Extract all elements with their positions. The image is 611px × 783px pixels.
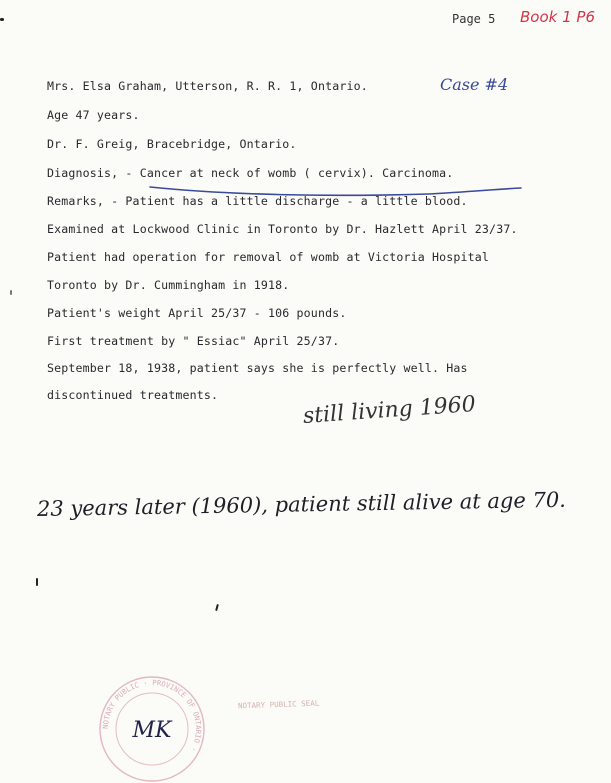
scan-speck [36, 578, 38, 586]
examination-line: Examined at Lockwood Clinic in Toronto by Dr. Hazlett April 23/37. [47, 222, 518, 236]
handwritten-still-living-note: still living 1960 [302, 391, 477, 429]
book-reference-note: Book 1 P6 [520, 8, 595, 26]
faint-seal-text: NOTARY PUBLIC SEAL [237, 698, 320, 711]
remarks-line: Remarks, - Patient has a little discharge - a little blood. [47, 194, 468, 208]
doctor-line: Dr. F. Greig, Bracebridge, Ontario. [47, 137, 297, 151]
scan-speck [10, 290, 12, 295]
operation-line: Patient had operation for removal of womb at Victoria Hospital [47, 250, 490, 264]
first-treatment-line: First treatment by " Essiac" April 25/37. [47, 334, 340, 348]
weight-line: Patient's weight April 25/37 - 106 pounds. [47, 306, 347, 320]
scan-speck [215, 604, 219, 611]
diagnosis-line: Diagnosis, - Cancer at neck of womb ( cervix). Carcinoma. [47, 166, 454, 180]
svg-text:NOTARY PUBLIC · PROVINCE OF ON: NOTARY PUBLIC · PROVINCE OF ONTARIO · [100, 677, 204, 754]
patient-name-line: Mrs. Elsa Graham, Utterson, R. R. 1, Ontario. [47, 79, 368, 93]
page-number: Page 5 [452, 12, 496, 26]
svg-text:MK: MK [132, 718, 172, 743]
age-line: Age 47 years. [47, 108, 140, 122]
diagnosis-underline [148, 183, 523, 203]
handwritten-later-note: 23 years later (1960), patient still alive at age 70. [36, 487, 567, 521]
followup-line-cont: discontinued treatments. [47, 388, 219, 402]
operation-line-cont: Toronto by Dr. Cummingham in 1918. [47, 278, 290, 292]
notary-seal [93, 675, 211, 783]
followup-line: September 18, 1938, patient says she is perfectly well. Has [47, 361, 468, 375]
case-number-note: Case #4 [440, 75, 509, 94]
scan-speck [0, 18, 4, 21]
